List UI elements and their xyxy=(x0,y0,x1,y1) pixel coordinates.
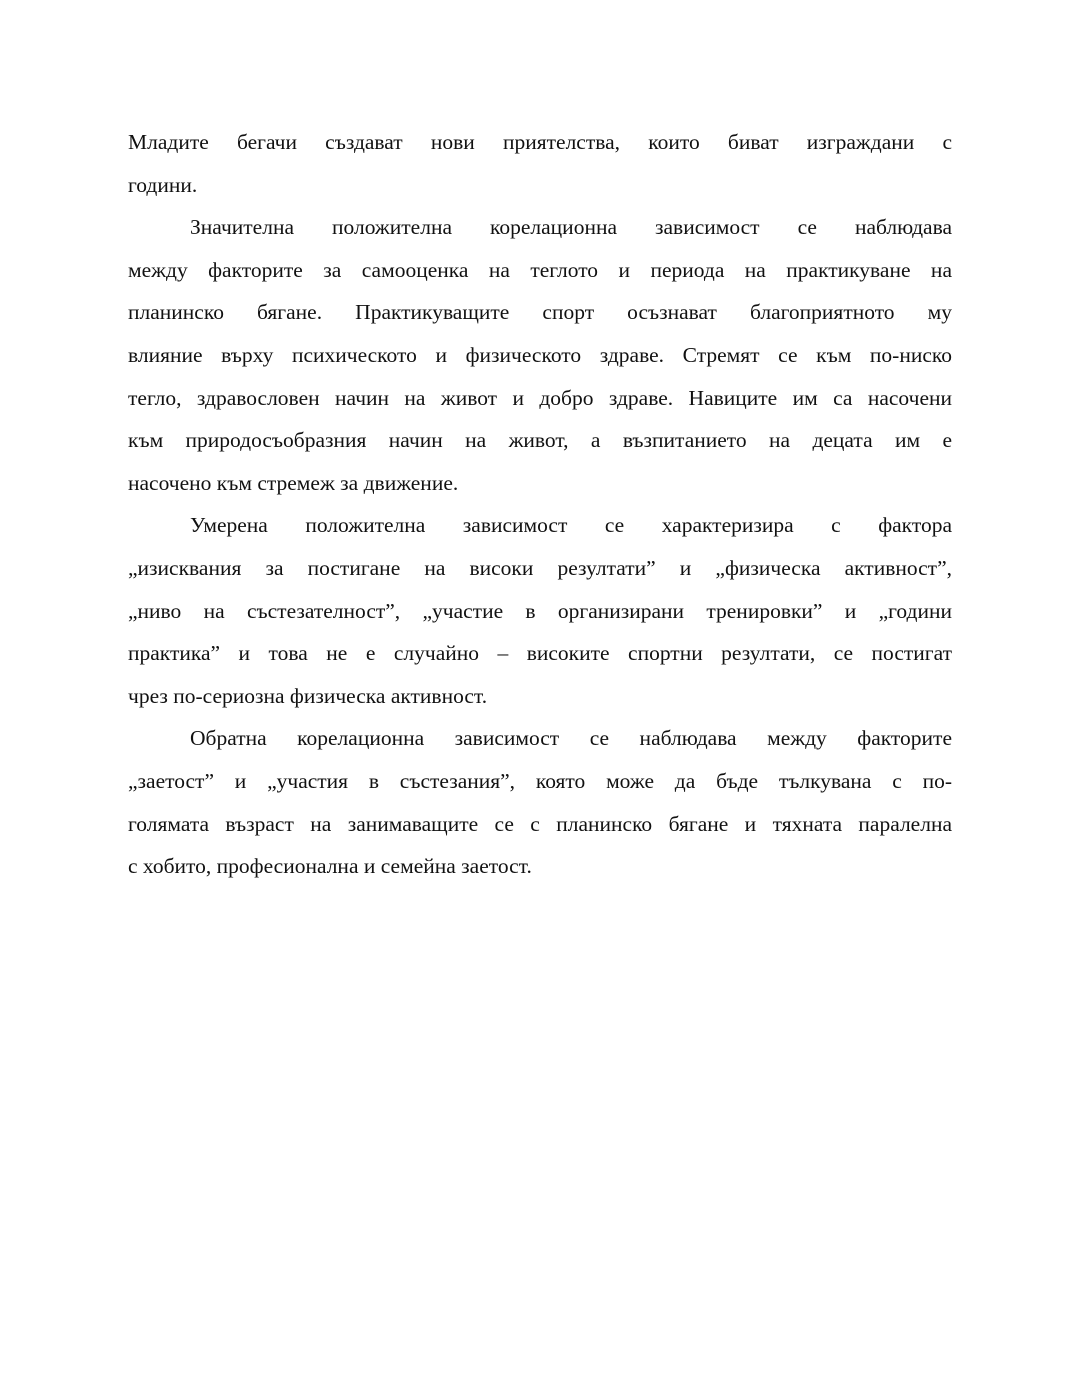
text-line: практика” и това не е случайно – високите спортни резултати, се постигат xyxy=(128,641,952,666)
text-line: чрез по-сериозна физическа активност. xyxy=(128,683,488,708)
text-line: насочено към стремеж за движение. xyxy=(128,470,459,495)
document-page xyxy=(128,121,952,888)
text-line: „заетост” и „участия в състезания”, която може да бъде тълкувана с по- xyxy=(128,768,952,793)
text-line: Значителна положителна корелационна зависимост се наблюдава xyxy=(190,215,952,240)
text-line: Младите бегачи създават нови приятелства, които биват изграждани с xyxy=(128,130,952,154)
text-line: години. xyxy=(128,172,198,197)
text-line: Обратна корелационна зависимост се наблюдава между факторите xyxy=(190,726,952,751)
text-line: с хобито, професионална и семейна заетост. xyxy=(128,854,532,879)
paragraph xyxy=(128,206,952,504)
paragraph xyxy=(128,504,952,717)
text-line: планинско бягане. Практикуващите спорт осъзнават благоприятното му xyxy=(128,300,952,325)
text-line: голямата възраст на занимаващите се с планинско бягане и тяхната паралелна xyxy=(128,811,952,836)
text-line: тегло, здравословен начин на живот и добро здраве. Навиците им са насочени xyxy=(128,385,952,410)
text-line: „изисквания за постигане на високи резултати” и „физическа активност”, xyxy=(128,555,952,580)
text-line: между факторите за самооценка на теглото и периода на практикуване на xyxy=(128,257,952,282)
text-line: влияние върху психическото и физическото здраве. Стремят се към по-ниско xyxy=(128,342,952,367)
text-line: „ниво на състезателност”, „участие в организирани тренировки” и „години xyxy=(128,598,952,623)
text-line: Умерена положителна зависимост се характеризира с фактора xyxy=(190,513,952,538)
paragraph xyxy=(128,717,952,887)
paragraph xyxy=(128,121,952,206)
text-line: към природосъобразния начин на живот, а възпитанието на децата им е xyxy=(128,428,952,453)
